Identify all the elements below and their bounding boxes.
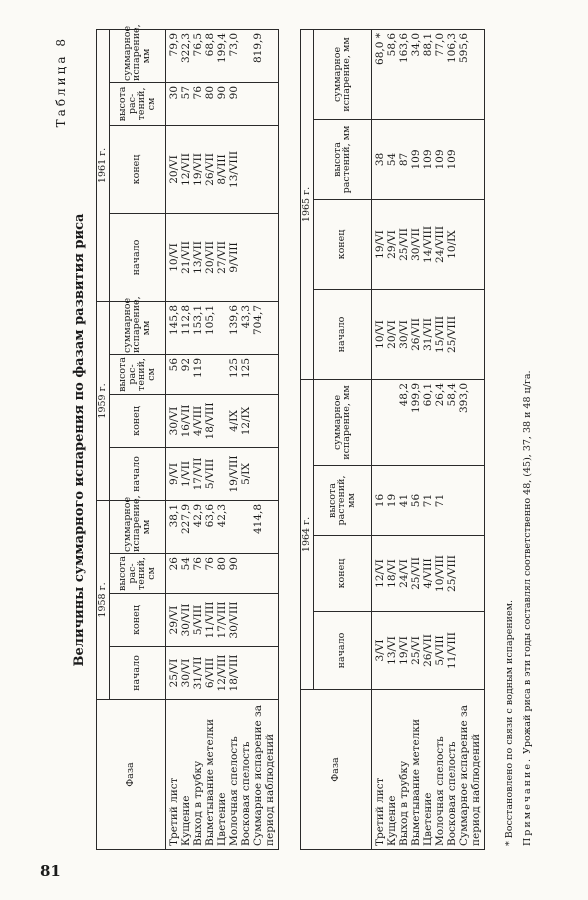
page-number: 81 — [40, 862, 61, 880]
table-cell: 90 — [227, 557, 240, 571]
end-column-1965 — [371, 199, 484, 289]
start-column-1965 — [371, 289, 484, 379]
evap-header: суммарное испарение, мм — [109, 29, 165, 82]
table-cell: 31/VII — [191, 656, 204, 690]
table-cell: 19 — [385, 493, 398, 508]
table-cell: 10/VIII — [433, 555, 446, 592]
table-cell: 41 — [397, 493, 410, 508]
table-cell: 31/VII — [421, 318, 434, 351]
table-cell: 20/VI — [385, 320, 398, 349]
evap-header: суммарное испарение, мм — [109, 301, 165, 354]
table-cell: 48,2 — [397, 382, 410, 407]
table-cell: 30/VII — [179, 603, 192, 637]
table-cell: 25/VII — [397, 228, 410, 261]
table-cell: 76 — [203, 557, 216, 571]
year-header: 1964 г. — [301, 379, 314, 689]
evaporation-table-bottom — [300, 29, 485, 850]
table-cell: 10/VI — [167, 243, 180, 272]
table-cell: 18/VI — [385, 559, 398, 588]
table-cell: 119 — [191, 357, 204, 379]
end-column-1964 — [371, 536, 484, 612]
end-column-1959 — [165, 394, 278, 447]
year-header: 1965 г. — [301, 29, 314, 379]
year-header: 1959 г. — [97, 301, 110, 500]
table-cell: Цветение — [215, 792, 228, 846]
table-cell — [374, 383, 386, 462]
table-cell: 12/IX — [239, 406, 252, 436]
table-cell: 71 — [433, 493, 446, 508]
table-cell: 77,0 — [433, 32, 446, 57]
table-cell: 60,1 — [421, 382, 434, 407]
table-cell: Молочная спелость — [433, 736, 446, 846]
table-cell: 26,4 — [433, 382, 446, 407]
table-cell: 21/VII — [179, 241, 192, 274]
start-header: начало — [313, 612, 371, 690]
table-cell: 18/VIII — [203, 402, 216, 440]
table-cell: 10/IX — [445, 230, 458, 259]
table-cell — [458, 293, 470, 376]
table-cell: Выметывание метелки — [203, 719, 216, 846]
table-cell — [458, 203, 470, 286]
table-cell: 145,8 — [167, 304, 180, 336]
table-cell: 125 — [239, 357, 252, 379]
table-cell: 30/VI — [179, 658, 192, 688]
table-cell: 109 — [421, 149, 434, 170]
table-cell: 30/VIII — [227, 601, 240, 639]
table-cell: 90 — [215, 85, 228, 100]
table-cell: 76 — [191, 85, 204, 100]
table-cell: 4/IX — [227, 410, 240, 432]
table-cell: 109 — [433, 149, 446, 170]
table-cell: 819,9 — [251, 32, 264, 64]
table-cell: 153,1 — [191, 304, 204, 336]
table-cell: 9/VIII — [227, 242, 240, 273]
table-cell: 76,5 — [191, 32, 204, 57]
table-cell — [240, 217, 252, 298]
table-cell: Восковая спелость — [445, 741, 458, 846]
table-cell: 30/VI — [167, 406, 180, 436]
table-cell — [228, 504, 240, 550]
table-cell: 20/VII — [203, 241, 216, 274]
table-cell — [216, 451, 228, 497]
table-cell: 57 — [179, 85, 192, 100]
table-cell: 88,1 — [421, 32, 434, 57]
table-cell: 17/VII — [191, 457, 204, 491]
end-header: конец — [313, 536, 371, 612]
table-cell: 414,8 — [251, 503, 264, 535]
table-cell: 12/VII — [179, 153, 192, 186]
table-cell: 30/VI — [397, 320, 410, 349]
table-cell: 5/VIII — [433, 635, 446, 666]
table-cell: 227,9 — [179, 503, 192, 535]
table-cell — [240, 33, 252, 79]
table-cell: 34,0 — [409, 32, 422, 57]
table-cell: 71 — [421, 493, 434, 508]
table-cell: 393,0 — [457, 382, 470, 414]
table-cell: 13/VII — [191, 241, 204, 274]
end-header: конец — [109, 594, 165, 647]
table-cell — [252, 597, 264, 643]
table-cell: Суммарное испарение за период наблюдений — [457, 704, 482, 846]
note — [522, 46, 533, 846]
table-cell: 30 — [167, 85, 180, 100]
table-cell — [252, 451, 264, 497]
table-cell — [458, 469, 470, 532]
height-column-1965 — [371, 119, 484, 199]
table-cell: 42,3 — [215, 503, 228, 528]
phase-header: Фаза — [97, 700, 166, 850]
table-cell: 163,6 — [397, 32, 410, 64]
table-cell: 18/VIII — [227, 654, 240, 692]
height-column-1958 — [165, 554, 278, 594]
end-column-1958 — [165, 594, 278, 647]
table-cell: 26 — [167, 557, 180, 571]
table-cell: 43,3 — [239, 304, 252, 329]
table-cell — [240, 650, 252, 696]
table-cell: 12/VI — [373, 559, 386, 588]
table-cell: 15/VIII — [433, 316, 446, 353]
table-cell — [252, 129, 264, 210]
table-cell: 109 — [445, 149, 458, 170]
table-cell: 10/VI — [373, 320, 386, 349]
table-cell: 16 — [373, 493, 386, 508]
table-cell: 16/VII — [179, 404, 192, 438]
table-cell: 14/VIII — [421, 226, 434, 263]
table-cell: 26/VII — [203, 153, 216, 186]
table-cell: 24/VI — [397, 559, 410, 588]
evap-column-1959 — [165, 301, 278, 354]
table-cell: 27/VII — [215, 241, 228, 274]
table-cell — [240, 86, 252, 122]
table-cell: 595,6 — [457, 32, 470, 64]
start-header: начало — [109, 447, 165, 500]
table-cell — [252, 86, 264, 122]
table-cell: 58,4 — [445, 382, 458, 407]
end-header: конец — [109, 394, 165, 447]
evaporation-table-top — [96, 24, 279, 850]
table-cell: 25/VIII — [445, 316, 458, 353]
height-header: высота рас-тений, см — [109, 354, 165, 394]
table-cell — [240, 597, 252, 643]
table-cell: 92 — [179, 357, 192, 372]
table-cell: 13/VI — [385, 636, 398, 665]
footnote: * Восстановлено по связи с водным испарением. — [504, 599, 515, 846]
table-cell: 139,6 — [227, 304, 240, 336]
table-cell — [216, 305, 228, 351]
table-cell: 3/VI — [373, 639, 386, 662]
year-header: 1961 г. — [97, 29, 110, 301]
table-cell: 63,6 — [203, 503, 216, 528]
table-cell: Кущение — [385, 795, 398, 846]
start-column-1959 — [165, 447, 278, 500]
table-cell — [252, 650, 264, 696]
height-header: высота рас-тений, см — [109, 554, 165, 594]
rotated-page-content — [54, 24, 576, 850]
table-cell: 11/VIII — [203, 601, 216, 639]
table-cell — [240, 129, 252, 210]
evap-header: суммарное испарение, мм — [109, 500, 165, 553]
table-cell: 42,9 — [191, 503, 204, 528]
table-cell — [216, 358, 228, 391]
height-column-1961 — [165, 82, 278, 125]
table-cell: Выметывание метелки — [409, 719, 422, 846]
table-cell — [216, 398, 228, 444]
table-cell — [446, 469, 458, 532]
evap-header: суммарное испарение, мм — [313, 379, 371, 465]
end-header: конец — [313, 199, 371, 289]
phase-column — [371, 690, 484, 850]
table-cell: 8/VIII — [215, 154, 228, 185]
table-cell: 25/VI — [167, 658, 180, 688]
table-cell: 704,7 — [251, 304, 264, 336]
evap-column-1965 — [371, 29, 484, 119]
height-column-1959 — [165, 354, 278, 394]
start-header: начало — [109, 213, 165, 301]
table-title: Величины суммарного испарения по фазам развития риса — [72, 213, 87, 667]
table-label: Таблица 8 — [54, 36, 68, 128]
table-cell: 24/VIII — [433, 226, 446, 263]
table-cell — [204, 358, 216, 391]
table-cell: Суммарное испарение за период наблюдений — [251, 704, 276, 846]
table-cell: 5/VIII — [191, 604, 204, 636]
table-cell: 106,3 — [445, 32, 458, 64]
table-cell: 25/VIII — [445, 555, 458, 592]
table-cell: 199,4 — [215, 32, 228, 64]
phase-column — [165, 700, 278, 850]
table-cell: 80 — [203, 85, 216, 100]
table-cell: 29/VI — [167, 605, 180, 635]
evap-column-1964 — [371, 379, 484, 465]
table-cell: 19/VI — [397, 636, 410, 665]
table-cell — [240, 557, 252, 590]
table-cell: 54 — [385, 152, 398, 167]
table-cell — [252, 217, 264, 298]
evap-header: суммарное испарение, мм — [313, 29, 371, 119]
phase-header: Фаза — [301, 690, 372, 850]
start-header: начало — [109, 647, 165, 700]
table-cell — [458, 615, 470, 686]
table-cell — [386, 383, 398, 462]
height-header: высота растений, мм — [313, 119, 371, 199]
table-cell: 17/VIII — [215, 601, 228, 639]
height-header: высота растений, мм — [313, 466, 371, 536]
table-cell: 105,1 — [203, 304, 216, 336]
table-cell: 76 — [191, 557, 204, 571]
table-cell — [252, 398, 264, 444]
table-cell: Третий лист — [373, 777, 386, 846]
table-cell: 26/VII — [409, 318, 422, 351]
table-cell: 87 — [397, 152, 410, 167]
table-cell: Выход в трубку — [397, 760, 410, 846]
table-cell: Восковая спелость — [239, 741, 252, 846]
table-cell: 38,1 — [167, 503, 180, 528]
table-cell: 68,0 * — [373, 32, 386, 65]
table-cell: Третий лист — [167, 777, 180, 846]
table-cell: 19/VIII — [227, 455, 240, 493]
table-cell: 109 — [409, 149, 422, 170]
table-cell: 20/VI — [167, 155, 180, 184]
table-cell: 11/VIII — [445, 632, 458, 669]
table-cell: 73,0 — [227, 32, 240, 57]
table-cell: 56 — [167, 357, 180, 372]
table-cell — [240, 504, 252, 550]
table-cell: 90 — [227, 85, 240, 100]
table-cell: 1/VII — [179, 460, 192, 488]
table-cell — [252, 557, 264, 590]
table-cell: 58,6 — [385, 32, 398, 57]
table-cell: 68,8 — [203, 32, 216, 57]
start-column-1958 — [165, 647, 278, 700]
note-label: Примечание. — [522, 757, 533, 846]
table-cell: Кущение — [179, 795, 192, 846]
table-cell: 19/VI — [373, 230, 386, 259]
table-cell: 9/VI — [167, 463, 180, 485]
table-cell: 38 — [373, 152, 386, 167]
table-cell: 12/VIII — [215, 654, 228, 692]
start-header: начало — [313, 289, 371, 379]
height-header: высота рас-тений, см — [109, 82, 165, 125]
note-text: Урожай риса в эти годы составлял соответственно 48, (45), 37, 38 и 48 ц/га. — [522, 370, 533, 754]
table-cell: Выход в трубку — [191, 760, 204, 846]
table-cell: 322,3 — [179, 32, 192, 64]
table-cell — [252, 358, 264, 391]
table-cell: 30/VII — [409, 228, 422, 261]
table-cell: 13/VIII — [227, 151, 240, 188]
table-cell: 5/IX — [239, 463, 252, 485]
evap-column-1958 — [165, 500, 278, 553]
table-cell: 79,9 — [167, 32, 180, 57]
table-cell: 56 — [409, 493, 422, 508]
table-cell: 26/VII — [421, 634, 434, 667]
table-cell: 54 — [179, 557, 192, 571]
start-column-1964 — [371, 612, 484, 690]
table-cell: 5/VIII — [203, 458, 216, 490]
evap-column-1961 — [165, 29, 278, 82]
table-cell: 199,9 — [409, 382, 422, 414]
table-cell: Цветение — [421, 792, 434, 846]
start-column-1961 — [165, 213, 278, 301]
table-cell: 25/VI — [409, 636, 422, 665]
table-cell: 125 — [227, 357, 240, 379]
table-cell — [458, 123, 470, 196]
year-header: 1958 г. — [97, 500, 110, 699]
table-cell: 25/VII — [409, 557, 422, 590]
table-cell: 6/VIII — [203, 657, 216, 689]
table-cell: 29/VI — [385, 230, 398, 259]
height-column-1964 — [371, 466, 484, 536]
table-cell: 4/VIII — [421, 558, 434, 589]
table-cell: 4/VIII — [191, 405, 204, 437]
table-cell: Молочная спелость — [227, 736, 240, 846]
table-cell: 19/VII — [191, 153, 204, 186]
end-header: конец — [109, 125, 165, 213]
table-cell: 112,8 — [179, 304, 192, 336]
table-cell — [458, 539, 470, 608]
end-column-1961 — [165, 125, 278, 213]
table-cell: 80 — [215, 557, 228, 571]
